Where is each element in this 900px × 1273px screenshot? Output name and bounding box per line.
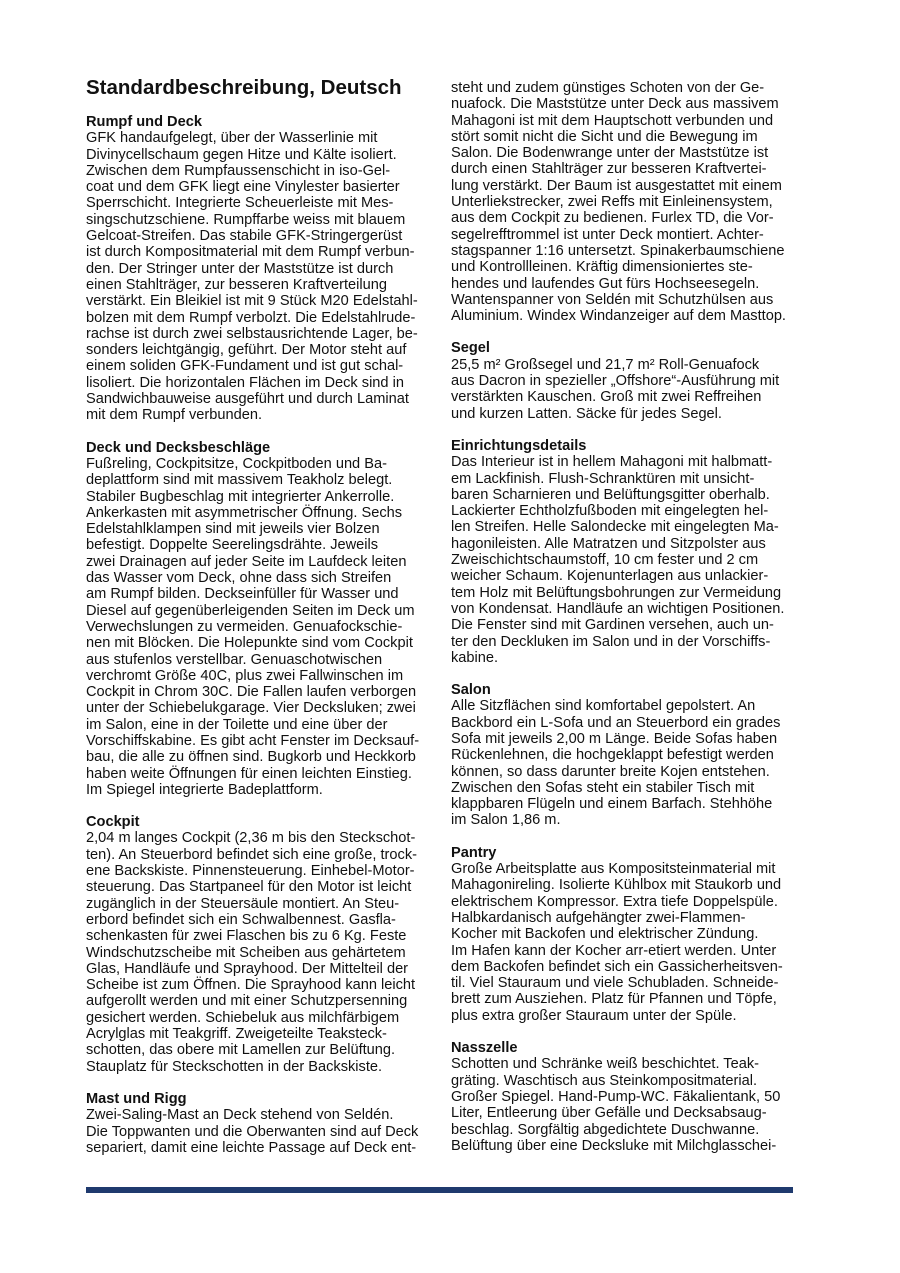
section-text: Fußreling, Cockpitsitze, Cockpitboden und Ba- deplattform sind mit massivem Teakholz belegt. Stabiler Bugbeschlag mit integrierter Ankerrolle. Ankerkasten mit asymmetrischer Öffnung. Sechs Edelstahlklampen sind mit jeweils vier Bolzen befestigt. Doppelte Seerelingsdrähte. Jeweils zwei Drainagen auf jeder Seite im Laufdeck leiten das Wasser vom Deck, ohne dass sich Streifen am Rumpf bilden. Deckseinfüller für Wasser und Diesel auf gegenüberleigenden Seiten im Deck um Verwechslungen zu vermeiden. Genuafockschie- nen mit Blöcken. Die Holepunkte sind vom Cockpit aus stufenlos verstellbar. Genuaschotwischen verchromt Größe 40C, plus zwei Fallwinschen im Cockpit in Chrom 30C. Die Fallen laufen verborgen unter der Schiebelukgarage. Vier Decksluken; zwei im Salon, eine in der Toilette und eine über der Vorschiffskabine. Es gibt acht Fenster im Decksauf- bau, die alle zu öffnen sind. Bugkorb und Heckkorb haben weite Öffnungen für einen leichten Einstieg. Im Spiegel integrierte Badeplattform. (86, 455, 420, 798)
section-heading: Einrichtungsdetails (451, 437, 587, 454)
footer-rule (86, 1187, 793, 1193)
section-text: Alle Sitzflächen sind komfortabel gepolstert. An Backbord ein L-Sofa und an Steuerbord ein grades Sofa mit jeweils 2,00 m Länge. Beide Sofas haben Rückenlehnen, die hochgeklappt befestigt werden können, so dass darunter breite Kojen entstehen. Zwischen den Sofas steht ein stabiler Tisch mit klappbaren Flügeln und einem Barfach. Stehhöhe im Salon 1,86 m. (451, 698, 781, 829)
section-pantry (451, 845, 807, 1024)
section-text: Große Arbeitsplatte aus Kompositsteinmaterial mit Mahagonireling. Isolierte Kühlbox mit Staukorb und elektrischem Kompressor. Extra tiefe Doppelspüle. Halbkardanisch aufgehängter zwei-Flammen- Kocher mit Backofen und elektrischer Zündung. Im Hafen kann der Kocher arr-etiert werden. Unter dem Backofen befindet sich ein Gassicherheitsven- til. Viel Stauraum und viele Schubladen. Schneide- brett zum Ausziehen. Platz für Pfannen und Töpfe, plus extra großer Stauraum unter der Spüle. (451, 861, 783, 1024)
section-heading: Cockpit (86, 814, 140, 831)
section-einrichtungsdetails (451, 438, 807, 666)
section-cockpit (86, 814, 442, 1075)
section-salon (451, 682, 807, 829)
section-heading: Rumpf und Deck (86, 114, 202, 130)
section-heading: Nasszelle (451, 1040, 518, 1057)
section-text: steht und zudem günstiges Schoten von der Ge- nuafock. Die Maststütze unter Deck aus massivem Mahagoni ist mit dem Hauptschott verbunden und stört somit nicht die Sicht und die Bewegung im Salon. Die Bodenwrange unter der Maststütze ist durch einen Stahlträger zur besseren Kraftvertei- lung verstärkt. Der Baum ist ausgestattet mit einem Unterliekstrecker, zwei Reffs mit Einleinensystem, aus dem Cockpit zu bedienen. Furlex TD, die Vor- segelrefftrommel ist unter Deck montiert. Achter- stagspanner 1:16 untersetzt. Spinakerbaumschiene und Kontrollleinen. Kräftig dimensioniertes ste- hendes und laufendes Gut fürs Hochseesegeln. Wantenspanner von Seldén mit Schutzhülsen aus Aluminium. Windex Windanzeiger auf dem Masttop. (451, 80, 786, 325)
section-mast-und-rigg-continued (451, 80, 807, 324)
section-text: Das Interieur ist in hellem Mahagoni mit halbmatt- em Lackfinish. Flush-Schranktüren mit unsicht- baren Scharnieren und Belüftungsgitter oberhalb. Lackierter Echtholzfußboden mit eingelegten hel- len Streifen. Helle Salondecke mit eingelegten Ma- hagonileisten. Alle Matratzen und Sitzpolster aus Zweischichtschaumstoff, 10 cm fester und 2 cm weicher Schaum. Kojenunterlagen aus unlackier- tem Holz mit Belüftungsbohrungen zur Vermeidung von Kondensat. Handläufe an wichtigen Positionen. Die Fenster sind mit Gardinen versehen, auch un- ter den Deckluken im Salon und in der Vorschiffs- kabine. (451, 454, 785, 666)
left-column (86, 76, 442, 1172)
section-text: 2,04 m langes Cockpit (2,36 m bis den Steckschot- ten). An Steuerbord befindet sich eine große, trock- ene Backskiste. Pinnensteuerung. Einhebel-Motor- steuerung. Das Startpaneel für den Motor ist leicht zugänglich in der Steuersäule montiert. An Steu- erbord befindet sich ein Schwalbennest. Gasfla- schenkasten für zwei Flaschen bis zu 6 Kg. Feste Windschutzscheibe mit Scheiben aus gehärtetem Glas, Handläufe und Sprayhood. Der Mittelteil der Scheibe ist zum Öffnen. Die Sprayhood kann leicht aufgerollt werden und mit einer Schutzpersenning gesichert werden. Schiebeluk aus milchfärbigem Acrylglas mit Teakgriff. Zweigeteilte Teaksteck- schotten, das obere mit Lamellen zur Belüftung. Stauplatz für Steckschotten in der Backskiste. (86, 830, 417, 1075)
section-text: Schotten und Schränke weiß beschichtet. Teak- gräting. Waschtisch aus Steinkompositmaterial. Großer Spiegel. Hand-Pump-WC. Fäkalientank, 50 Liter, Entleerung über Gefälle und Decksabsaug- beschlag. Sorgfältig abgedichtete Duschwanne. Belüftung über eine Decksluke mit Milchglasschei- (451, 1056, 781, 1154)
section-heading: Deck und Decksbeschläge (86, 439, 271, 456)
document-title: Standardbeschreibung, Deutsch (86, 76, 402, 99)
section-rumpf-und-deck (86, 114, 442, 424)
section-text: 25,5 m² Großsegel und 21,7 m² Roll-Genuafock aus Dacron in spezieller „Offshore“-Ausführung mit verstärkten Kauschen. Groß mit zwei Reffreihen und kurzen Latten. Säcke für jedes Segel. (451, 356, 780, 422)
section-nasszelle (451, 1040, 807, 1154)
right-column (451, 80, 807, 1170)
section-heading: Pantry (451, 844, 497, 861)
section-heading: Salon (451, 682, 491, 699)
section-heading: Mast und Rigg (86, 1090, 187, 1107)
section-deck-und-decksbeschlaege (86, 440, 442, 799)
section-text: GFK handaufgelegt, über der Wasserlinie mit Divinycellschaum gegen Hitze und Kälte isoliert. Zwischen dem Rumpfaussenschicht in iso-Gel- coat und dem GFK liegt eine Vinylester basierter Sperrschicht. Integrierte Scheuerleiste mit Mes- singschutzschiene. Rumpffarbe weiss mit blauem Gelcoat-Streifen. Das stabile GFK-Stringergerüst ist durch Kompositmaterial mit dem Rumpf verbun- den. Der Stringer unter der Maststütze ist durch einen Stahlträger, zur besseren Kraftverteilung verstärkt. Ein Bleikiel ist mit 9 Stück M20 Edelstahl- bolzen mit dem Rumpf verbolzt. Die Edelstahlrude- rachse ist durch zwei selbstausrichtende Lager, be- sonders leichtgängig, geführt. Der Motor steht auf einem soliden GFK-Fundament und ist gut schal- lisoliert. Die horizontalen Flächen im Deck sind in Sandwichbauweise ausgeführt und durch Laminat mit dem Rumpf verbunden. (86, 130, 418, 424)
section-segel (451, 340, 807, 421)
section-heading: Segel (451, 340, 490, 357)
section-mast-und-rigg (86, 1091, 442, 1156)
section-text: Zwei-Saling-Mast an Deck stehend von Seldén. Die Toppwanten und die Oberwanten sind auf Deck separiert, damit eine leichte Passage auf Deck ent- (86, 1107, 419, 1156)
